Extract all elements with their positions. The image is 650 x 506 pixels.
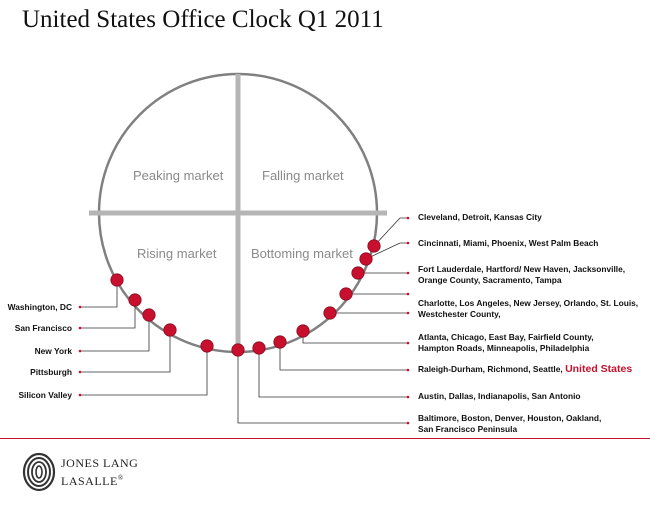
dot-cincinnati bbox=[360, 253, 372, 265]
leader-end-dots bbox=[79, 217, 410, 425]
right-label bbox=[418, 332, 594, 354]
right-label bbox=[418, 298, 638, 320]
dot-pittsburgh bbox=[164, 324, 176, 336]
left-leaders bbox=[80, 280, 207, 395]
label-line: Cincinnati, Miami, Phoenix, West Palm Beach bbox=[418, 238, 599, 248]
leader-line bbox=[374, 218, 408, 246]
dot-austin bbox=[253, 342, 265, 354]
footer-rule bbox=[0, 438, 650, 439]
leader-line bbox=[280, 342, 408, 370]
dot-washington bbox=[111, 274, 123, 286]
label-line: Baltimore, Boston, Denver, Houston, Oakland, bbox=[418, 413, 602, 423]
label-line: Austin, Dallas, Indianapolis, San Antonio bbox=[418, 391, 581, 401]
right-label bbox=[418, 413, 601, 435]
logo-registered: ® bbox=[117, 474, 124, 482]
united-states-highlight: United States bbox=[565, 363, 633, 375]
jll-logo-icon bbox=[22, 452, 56, 492]
right-label bbox=[418, 264, 625, 286]
page-title: United States Office Clock Q1 2011 bbox=[22, 6, 384, 33]
dot-cleveland bbox=[368, 240, 380, 252]
label-line: Charlotte, Los Angeles, New Jersey, Orlando, St. Louis, bbox=[418, 298, 639, 308]
leader-line bbox=[303, 331, 408, 343]
right-label bbox=[418, 391, 581, 402]
dot-silicon-valley bbox=[201, 340, 213, 352]
label-line: Raleigh-Durham, Richmond, Seattle, bbox=[418, 364, 563, 374]
dot-westchester bbox=[324, 307, 336, 319]
label-line: Cleveland, Detroit, Kansas City bbox=[418, 212, 542, 222]
dot-atlanta bbox=[297, 325, 309, 337]
left-label: Washington, DC bbox=[7, 302, 72, 312]
leader-line bbox=[80, 280, 117, 307]
leader-line bbox=[80, 315, 149, 351]
label-line: Fort Lauderdale, Hartford/ New Haven, Jacksonville, bbox=[418, 264, 626, 274]
label-line: Westchester County, bbox=[418, 309, 501, 319]
quadrant-rising: Rising market bbox=[137, 246, 217, 261]
dot-fort-lauderdale bbox=[352, 267, 364, 279]
dot-raleigh bbox=[274, 336, 286, 348]
dot-new-york bbox=[143, 309, 155, 321]
label-line: San Francisco Peninsula bbox=[418, 424, 518, 434]
left-label: Silicon Valley bbox=[18, 390, 72, 400]
leader-line bbox=[80, 300, 135, 328]
logo-line-1: JONES LANG bbox=[61, 456, 139, 470]
logo-wordmark bbox=[61, 456, 138, 489]
leader-line bbox=[238, 350, 408, 423]
quadrant-bottoming: Bottoming market bbox=[251, 246, 353, 261]
label-line: Hampton Roads, Minneapolis, Philadelphia bbox=[418, 343, 590, 353]
right-label bbox=[418, 238, 598, 249]
dot-baltimore bbox=[232, 344, 244, 356]
quadrant-peaking: Peaking market bbox=[133, 168, 224, 183]
right-label bbox=[418, 364, 632, 375]
leader-line bbox=[80, 346, 207, 395]
logo-line-2: LASALLE bbox=[61, 474, 118, 488]
quadrant-falling: Falling market bbox=[262, 168, 344, 183]
left-label: San Francisco bbox=[14, 323, 72, 333]
label-line: Atlanta, Chicago, East Bay, Fairfield County, bbox=[418, 332, 594, 342]
dot-san-francisco bbox=[129, 294, 141, 306]
leader-line bbox=[259, 348, 408, 397]
label-line: Orange County, Sacramento, Tampa bbox=[418, 275, 562, 285]
left-label: Pittsburgh bbox=[30, 367, 72, 377]
dot-charlotte bbox=[340, 288, 352, 300]
right-label bbox=[418, 212, 542, 223]
left-label: New York bbox=[34, 346, 72, 356]
